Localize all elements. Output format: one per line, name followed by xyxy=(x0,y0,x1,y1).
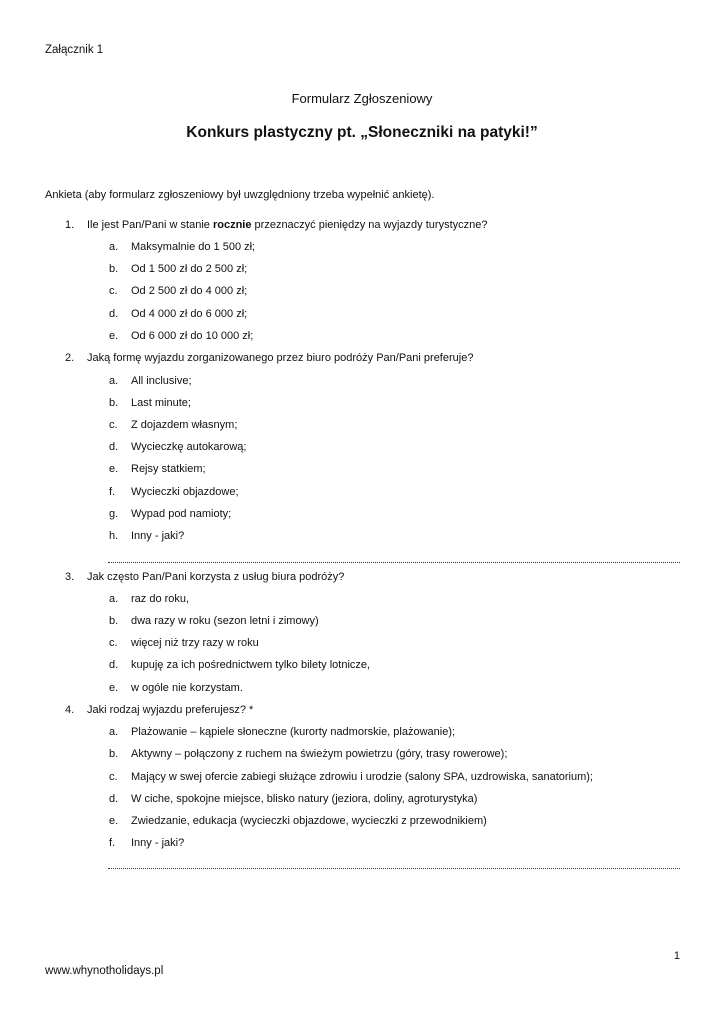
option-text[interactable]: Wypad pod namioty; xyxy=(131,508,232,520)
option-text[interactable]: kupuję za ich pośrednictwem tylko bilety lotnicze, xyxy=(131,659,371,671)
option-text[interactable]: Wycieczkę autokarową; xyxy=(131,441,247,453)
option-letter: e. xyxy=(109,463,119,475)
option-letter: b. xyxy=(109,748,119,760)
option-letter: b. xyxy=(109,397,119,409)
option-letter: d. xyxy=(109,308,119,320)
option-text[interactable]: Mający w swej ofercie zabiegi służące zdrowiu i urodzie (salony SPA, uzdrowiska, sanatorium); xyxy=(131,771,593,783)
option-letter: f. xyxy=(109,837,116,849)
option-letter: a. xyxy=(109,241,119,253)
question-number: 2. xyxy=(65,352,75,364)
option-text[interactable]: Rejsy statkiem; xyxy=(131,463,206,475)
option-text[interactable]: Aktywny – połączony z ruchem na świeżym powietrzu (góry, trasy rowerowe); xyxy=(131,748,508,760)
option-text[interactable]: Z dojazdem własnym; xyxy=(131,419,238,431)
option-letter: d. xyxy=(109,441,119,453)
question-number: 3. xyxy=(65,571,75,583)
option-letter: e. xyxy=(109,815,119,827)
option-text[interactable]: więcej niż trzy razy w roku xyxy=(131,637,259,649)
option-letter: c. xyxy=(109,419,118,431)
option-letter: f. xyxy=(109,486,116,498)
option-letter: c. xyxy=(109,637,118,649)
option-letter: a. xyxy=(109,375,119,387)
option-letter: a. xyxy=(109,726,119,738)
option-letter: h. xyxy=(109,530,119,542)
option-letter: b. xyxy=(109,263,119,275)
option-text[interactable]: Maksymalnie do 1 500 zł; xyxy=(131,241,256,253)
option-letter: a. xyxy=(109,593,119,605)
option-letter: b. xyxy=(109,615,119,627)
option-letter: e. xyxy=(109,682,119,694)
option-letter: e. xyxy=(109,330,119,342)
option-text[interactable]: W ciche, spokojne miejsce, blisko natury (jeziora, doliny, agroturystyka) xyxy=(131,793,478,805)
question-number: 1. xyxy=(65,219,75,231)
option-text[interactable]: Od 4 000 zł do 6 000 zł; xyxy=(131,308,248,320)
option-text[interactable]: Plażowanie – kąpiele słoneczne (kurorty nadmorskie, plażowanie); xyxy=(131,726,456,738)
question-text: Jaki rodzaj wyjazdu preferujesz? * xyxy=(87,704,254,716)
option-text[interactable]: dwa razy w roku (sezon letni i zimowy) xyxy=(131,615,319,627)
option-text[interactable]: w ogóle nie korzystam. xyxy=(131,682,243,694)
annex-label: Załącznik 1 xyxy=(45,44,104,56)
question-text: Jaką formę wyjazdu zorganizowanego przez biuro podróży Pan/Pani preferuje? xyxy=(87,352,474,364)
question-text: Jak często Pan/Pani korzysta z usług biura podróży? xyxy=(87,571,345,583)
option-letter: c. xyxy=(109,771,118,783)
option-text[interactable]: Od 6 000 zł do 10 000 zł; xyxy=(131,330,254,342)
question-emphasis: rocznie xyxy=(212,219,252,231)
option-text[interactable]: Last minute; xyxy=(131,397,191,409)
page-number: 1 xyxy=(673,950,680,962)
question-number: 4. xyxy=(65,704,75,716)
option-text[interactable]: raz do roku, xyxy=(131,593,190,605)
option-letter: g. xyxy=(109,508,119,520)
option-text[interactable]: Wycieczki objazdowe; xyxy=(131,486,239,498)
option-text[interactable]: Inny - jaki? xyxy=(131,530,185,542)
answer-dotted-line[interactable] xyxy=(108,868,680,869)
website-url[interactable]: www.whynotholidays.pl xyxy=(45,965,164,977)
form-title: Formularz Zgłoszeniowy xyxy=(291,91,433,106)
contest-title: Konkurs plastyczny pt. „Słoneczniki na patyki!” xyxy=(186,124,538,141)
option-text[interactable]: All inclusive; xyxy=(131,375,192,387)
option-text[interactable]: Od 2 500 zł do 4 000 zł; xyxy=(131,285,248,297)
option-text[interactable]: Od 1 500 zł do 2 500 zł; xyxy=(131,263,248,275)
option-letter: d. xyxy=(109,793,119,805)
option-text[interactable]: Zwiedzanie, edukacja (wycieczki objazdowe, wycieczki z przewodnikiem) xyxy=(131,815,487,827)
answer-dotted-line[interactable] xyxy=(108,562,680,563)
option-letter: c. xyxy=(109,285,118,297)
question-text: Ile jest Pan/Pani w stanie rocznie przeznaczyć pieniędzy na wyjazdy turystyczne? xyxy=(87,219,488,231)
option-text[interactable]: Inny - jaki? xyxy=(131,837,185,849)
option-letter: d. xyxy=(109,659,119,671)
survey-intro: Ankieta (aby formularz zgłoszeniowy był uwzględniony trzeba wypełnić ankietę). xyxy=(45,189,435,201)
